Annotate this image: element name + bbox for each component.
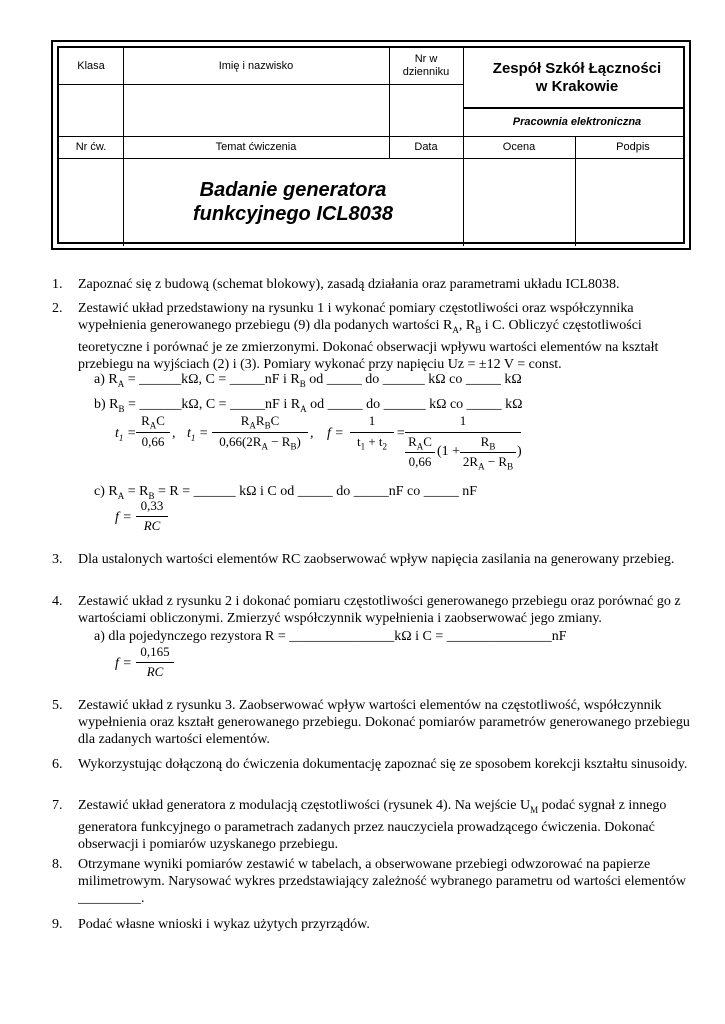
header-table (51, 40, 691, 250)
divider (59, 84, 463, 85)
task-number: 3. (52, 552, 63, 567)
f-symbol: f (115, 656, 119, 671)
fraction-line (405, 452, 435, 453)
topic-line2: funkcyjnego ICL8038 (192, 203, 394, 225)
formula-t1-a (115, 426, 136, 443)
task-text: Zestawić układ generatora z modulacją częstotliwości (rysunek 4). Na wejście $U_M$ podać sygnał z innego generatora funkcyjnego o parametrach zadanych przez nauczyciela prowadzącego ćwiczenia. Dokonać obserwacji i pomiarów uzyskanego przebiegu. (78, 798, 667, 852)
inner-denominator: $2R_A - R_B$ (462, 454, 514, 472)
fraction-denominator: $t_1 + t_2$ (356, 434, 388, 452)
fraction-numerator: $R_AR_BC$ (240, 413, 280, 431)
task-number: 8. (52, 857, 63, 872)
inner-numerator: $R_B$ (480, 434, 496, 452)
task-text: Zapoznać się z budową (schemat blokowy), zasadą działania oraz parametrami układu ICL8038. (78, 277, 620, 292)
task-number: 4. (52, 594, 63, 609)
task-number: 7. (52, 798, 63, 813)
task-text: Otrzymane wyniki pomiarów zestawić w tabelach, a obserwowane przebiegi odwzorować na papierze milimetrowym. Narysować wykres przedstawiający zależność wybranego parametru od wartości elementów _________. (78, 857, 686, 906)
fraction-line (136, 516, 168, 517)
fraction-numerator: $R_AC$ (141, 413, 165, 431)
formula-t1-b (187, 426, 208, 443)
equals-sign: = (198, 426, 209, 441)
subscript: 1 (190, 432, 196, 443)
subtask-2c: c) $R_A = R_B = R$ = ______ kΩ i C od _____ do _____nF co _____ nF (94, 484, 478, 501)
school-name-line1: Zespół Szkół Łączności (492, 59, 662, 77)
task-number: 1. (52, 277, 63, 292)
fraction-numerator: 1 (368, 413, 376, 428)
header-inner-frame (57, 46, 685, 244)
equals-sign: = (334, 426, 344, 441)
fraction-numerator: 0,33 (140, 498, 164, 513)
fraction-line (405, 432, 521, 433)
task-text: Podać własne wnioski i wykaz użytych przyrządów. (78, 917, 370, 932)
inner-numerator: $R_AC$ (408, 434, 432, 452)
task-text: Dla ustalonych wartości elementów RC zaobserwować wpływ napięcia zasilania na generowany przebieg. (78, 552, 675, 567)
fraction-denominator: RC (146, 664, 164, 679)
journal-number-label (389, 48, 463, 84)
formula-f-c (115, 510, 132, 526)
divider (463, 158, 464, 246)
topic-label: Temat ćwiczenia (215, 140, 297, 153)
f-symbol: f (327, 426, 331, 441)
equals-sign: = (126, 426, 137, 441)
task-text: Zestawić układ przedstawiony na rysunku 1 i wykonać pomiary częstotliwości oraz współczynnika wypełnienia generowanego przebiegu (9) dla podanych wartości $R_A$, $R_B$ i C. Obliczyć częstotliwości teoretyczne i porównać je ze zmierzonymi. Dokonać obserwacji wpływu wartości elementów na kształt przebiegu na wyjściach (2) i (3). Pomiary wykonać przy napięciu Uz = ±12 V = const. (78, 301, 659, 372)
task-text: Zestawić układ z rysunku 2 i dokonać pomiaru częstotliwości generowanego przebiegu oraz porównać go z wartościami obliczonymi. Zmierzyć współczynnik wypełnienia i zaobserwować jego zmiany. (78, 594, 681, 626)
formula-f-4 (115, 656, 132, 672)
t-symbol: t (187, 426, 191, 441)
fraction-denominator: 0,66 (141, 434, 165, 449)
task-number: 6. (52, 757, 63, 772)
lab-name: Pracownia elektroniczna (512, 115, 642, 128)
fraction-line (460, 452, 516, 453)
fraction-line (136, 432, 170, 433)
journal-number-line2: dzienniku (402, 66, 450, 78)
equals-sign: = (396, 426, 406, 441)
task-number: 9. (52, 917, 63, 932)
exercise-number-label: Nr ćw. (75, 140, 107, 153)
task-text: Wykorzystując dołączoną do ćwiczenia dokumentację zapoznać się ze sposobem korekcji kształtu sinusoidy. (78, 757, 688, 772)
school-name (463, 48, 691, 107)
subtask-2a: a) $R_A$ = ______kΩ, C = _____nF i $R_B$ od _____ do ______ kΩ co _____ kΩ (94, 372, 522, 389)
comma: , (310, 426, 314, 441)
grade-label: Ocena (502, 140, 536, 153)
paren-open: (1 + (437, 444, 461, 459)
fraction-denominator: RC (143, 518, 161, 533)
subtask-2b: b) $R_B$ = ______kΩ, C = _____nF i $R_A$ od _____ do ______ kΩ co _____ kΩ (94, 397, 523, 414)
fraction-numerator: 0,165 (140, 644, 170, 659)
t-symbol: t (115, 426, 119, 441)
task-number: 5. (52, 698, 63, 713)
exercise-topic (123, 158, 463, 246)
fraction-line (136, 662, 174, 663)
fraction-denominator: $0,66(2R_A - R_B)$ (219, 434, 301, 452)
fraction-numerator: 1 (459, 413, 467, 428)
task-text: Zestawić układ z rysunku 3. Zaobserwować wpływ wartości elementów na częstotliwość, współczynnik wypełnienia oraz kształt generowanego przebiegu. Dokonać pomiarów parametrów generowanego przebiegu dla zadanych wartości elementów. (78, 698, 690, 747)
school-name-line2: w Krakowie (535, 77, 619, 95)
name-label: Imię i nazwisko (218, 59, 294, 72)
subtask-4a: a) dla pojedynczego rezystora R = _______________kΩ i C = _______________nF (94, 629, 567, 644)
klasa-label: Klasa (77, 59, 105, 72)
inner-denominator: 0,66 (408, 454, 432, 469)
formula-f (327, 426, 344, 442)
paren-close: ) (517, 444, 522, 459)
comma: , (172, 426, 176, 441)
journal-number-line1: Nr w (414, 53, 438, 65)
f-symbol: f (115, 510, 119, 525)
signature-label: Podpis (616, 140, 650, 153)
fraction-line (212, 432, 308, 433)
topic-line1: Badanie generatora (199, 179, 387, 201)
equals-sign: = (122, 510, 132, 525)
date-label: Data (414, 140, 438, 153)
task-number: 2. (52, 301, 63, 316)
equals-sign: = (122, 656, 132, 671)
subscript: 1 (118, 432, 124, 443)
fraction-line (350, 432, 394, 433)
